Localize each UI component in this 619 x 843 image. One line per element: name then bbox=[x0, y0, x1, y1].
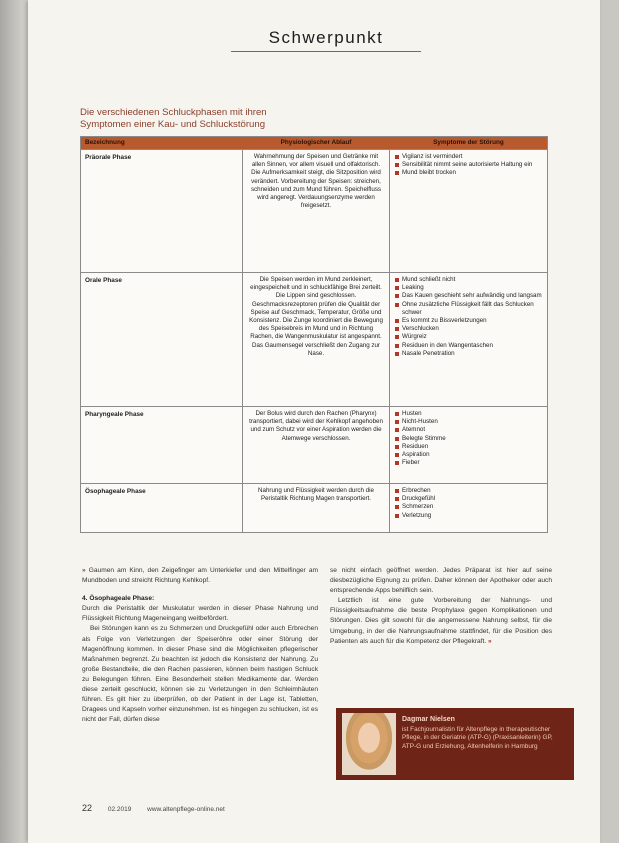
page-number: 22 bbox=[82, 803, 93, 813]
phase-process: Wahrnehmung der Speisen und Getränke mit allen Sinnen, vor allem visuell und olfaktorisch. Die Aufmerksamkeit steigt, die Sitzposition wird verändert. Vorbereitung der Speisen: streichen, schneiden und zum Mund führen. Speichelfluss wird angeregt. Verdauungsenzyme werden freigesetzt. bbox=[242, 150, 390, 272]
phase-symptoms bbox=[390, 273, 547, 406]
symptom-item: Aspiration bbox=[394, 451, 543, 459]
symptom-item: Mund schließt nicht bbox=[394, 276, 543, 284]
symptom-item: Erbrechen bbox=[394, 487, 543, 495]
symptom-item: Druckgefühl bbox=[394, 495, 543, 503]
paragraph: Durch die Peristaltik der Muskulatur werden in dieser Phase Nahrung und Flüssigkeit Richtung Mageneingang weitbefördert. bbox=[82, 605, 318, 623]
article-column-left bbox=[82, 566, 318, 725]
symptom-item: Ohne zusätzliche Flüssigkeit fällt das Schlucken schwer bbox=[394, 301, 543, 317]
end-mark: » bbox=[488, 637, 492, 645]
symptom-item: Leaking bbox=[394, 284, 543, 292]
symptom-item: Es kommt zu Bissverletzungen bbox=[394, 317, 543, 325]
table-row bbox=[81, 406, 547, 483]
phase-symptoms bbox=[390, 407, 547, 483]
symptom-item: Verletzung bbox=[394, 512, 543, 520]
header-process: Physiologischer Ablauf bbox=[280, 138, 352, 146]
paragraph: Bei Störungen kann es zu Schmerzen und Druckgefühl oder auch Erbrechen als Folge von Verletzungen der Speiseröhre oder einer Störung der Magenöffnung kommen. In dieser Phase sind die Möglichkeiten pflegerischer Maßnahmen begrenzt. Zu beachten ist jedoch die Konsistenz der Nahrung. Zu große Bestandteile, die den Rachen passieren, können beim hastigen Schluck zu Belegungen führen. Eine Besonderheit stellen Medikamente dar. Werden diese zerteilt geschluckt, können sie zu Verletzungen in den Schleimhäuten führen. Es gilt hier zu überprüfen, ob der Patient in der Lage ist, Tabletten, Dragees und Kapseln vorher einzunehmen. Ist es hingegen zu schlucken, ist es nicht der Fall, dürfen diese bbox=[82, 625, 318, 724]
article-column-right bbox=[330, 566, 552, 647]
symptom-item: Mund bleibt trocken bbox=[394, 169, 543, 177]
phase-symptoms bbox=[390, 484, 547, 532]
symptom-item: Atemnot bbox=[394, 426, 543, 434]
phase-process: Der Bolus wird durch den Rachen (Pharynx) transportiert, dabei wird der Kehlkopf angehoben und zum Schutz vor einer Aspiration werden die Atemwege verschlossen. bbox=[242, 407, 390, 483]
table-row bbox=[81, 483, 547, 532]
author-box bbox=[336, 708, 574, 780]
symptom-item: Fieber bbox=[394, 459, 543, 467]
phase-process: Die Speisen werden im Mund zerkleinert, eingespeichelt und in schluckfähige Brei zerteilt. Die Lippen sind geschlossen. Geschmacksrezeptoren prüfen die Qualität der Speise auf Geschmack, Temperatur, Größe und Konsistenz. Die Zunge koordiniert die Bewegung des Speisebreis im Mund und in Richtung Rachen, die Wangenmuskulatur ist angespannt. Das Gaumensegel verschließt den Zugang zur Nase. bbox=[242, 273, 390, 406]
section-title: Schwerpunkt bbox=[231, 28, 421, 52]
paragraph: » Gaumen am Kinn, den Zeigefinger am Unterkiefer und den Mittelfinger am Mundboden und streicht Richtung Kehlkopf. bbox=[82, 567, 318, 585]
paragraph: Letztlich ist eine gute Vorbereitung der Nahrungs- und Flüssigkeitsaufnahme die beste Prophylaxe gegen Komplikationen und Störungen. Dies gilt sowohl für die angemessene Nahrung selbst, für die Umgebung, in der die Nahrungsaufnahme stattfindet, für die Position des Patienten als auch für die Kompetenz der Pflegekraft. » bbox=[330, 597, 552, 645]
symptom-item: Verschlucken bbox=[394, 325, 543, 333]
page-gutter-shadow bbox=[0, 0, 28, 843]
phase-process: Nahrung und Flüssigkeit werden durch die Peristaltik Richtung Magen transportiert. bbox=[242, 484, 390, 532]
issue-date: 02.2019 bbox=[107, 806, 132, 813]
table-caption bbox=[80, 107, 380, 131]
phase-name: Ösophageale Phase bbox=[85, 488, 146, 495]
symptom-item: Das Kauen geschieht sehr aufwändig und langsam bbox=[394, 292, 543, 300]
header-symptoms: Symptome der Störung bbox=[433, 138, 504, 146]
symptom-item: Schmerzen bbox=[394, 503, 543, 511]
table-row bbox=[81, 272, 547, 406]
phase-name: Pharyngeale Phase bbox=[85, 411, 144, 418]
symptom-item: Nasale Penetration bbox=[394, 350, 543, 358]
paragraph: se nicht einfach geöffnet werden. Jedes Präparat ist hier auf seine diesbezügliche Eignung zu prüfen. Daher können der Apotheker oder auch entsprechende Apps behilflich sein. bbox=[330, 567, 552, 595]
caption-line-2: Symptomen einer Kau- und Schluckstörung bbox=[80, 119, 266, 130]
continuation-arrow-icon: » bbox=[82, 567, 89, 574]
author-name: Dagmar Nielsen bbox=[402, 716, 455, 723]
symptom-item: Residuen in den Wangentaschen bbox=[394, 342, 543, 350]
symptom-item: Residuen bbox=[394, 443, 543, 451]
symptom-item: Nicht-Husten bbox=[394, 418, 543, 426]
symptom-item: Husten bbox=[394, 410, 543, 418]
header-name: Bezeichnung bbox=[85, 138, 125, 146]
phase-name: Orale Phase bbox=[85, 277, 122, 284]
table-header-row bbox=[81, 137, 547, 149]
website-link[interactable]: www.altenpflege-online.net bbox=[147, 806, 225, 813]
phase-name: Präorale Phase bbox=[85, 154, 132, 161]
phase-symptoms bbox=[390, 150, 547, 272]
symptom-item: Würgreiz bbox=[394, 333, 543, 341]
author-photo bbox=[342, 713, 396, 775]
subheading: 4. Ösophageale Phase: bbox=[82, 595, 155, 603]
swallowing-phases-table bbox=[80, 136, 548, 533]
caption-line-1: Die verschiedenen Schluckphasen mit ihren bbox=[80, 107, 267, 118]
table-row bbox=[81, 149, 547, 272]
author-bio: ist Fachjournalistin für Altenpflege in therapeutischer Pflege, in der Geriatrie (ATP-G) (Praxisanleiterin) GP, ATP-G und Erziehung, Altenhelferin in Hamburg bbox=[402, 726, 553, 750]
page-footer bbox=[82, 803, 225, 813]
symptom-item: Belegte Stimme bbox=[394, 435, 543, 443]
symptom-item: Vigilanz ist vermindert bbox=[394, 153, 543, 161]
symptom-item: Sensibilität nimmt seine autorisierte Haltung ein bbox=[394, 161, 543, 169]
